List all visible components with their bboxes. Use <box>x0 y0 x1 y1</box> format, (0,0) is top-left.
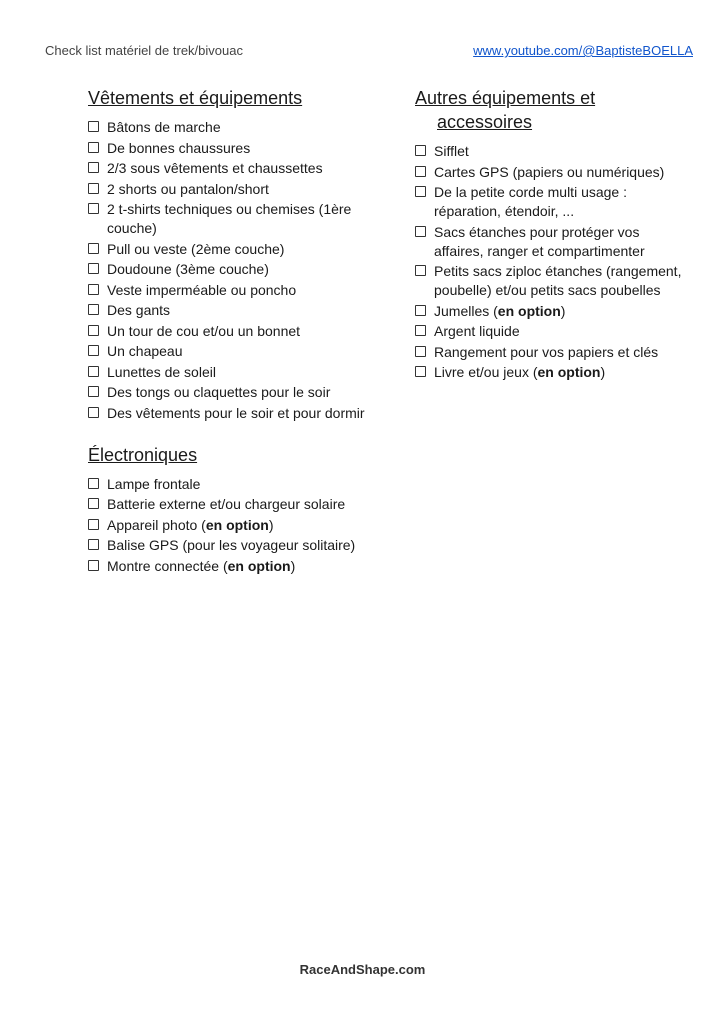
checklist-item-label: De bonnes chaussures <box>107 139 251 156</box>
checkbox[interactable] <box>415 265 426 276</box>
option-tag: en option <box>227 557 291 574</box>
checklist-item <box>415 262 685 300</box>
checkbox[interactable] <box>415 305 426 316</box>
checklist-item <box>88 363 378 382</box>
checklist-item-label: Des gants <box>107 302 171 318</box>
checklist-item <box>88 281 378 300</box>
section-title: Autres équipements et accessoires <box>415 88 596 132</box>
checkbox[interactable] <box>88 519 99 530</box>
checklist-item-label: Veste imperméable ou poncho <box>107 281 297 298</box>
checklist-item-label: Pull ou veste (2ème couche) <box>107 240 285 257</box>
checklist-item-label: Doudoune (3ème couche) <box>107 261 269 277</box>
checkbox[interactable] <box>88 203 99 214</box>
checklist-item <box>415 363 685 382</box>
footer-site-name: RaceAndShape.com <box>299 962 426 977</box>
checklist-item <box>415 322 685 341</box>
checkbox[interactable] <box>88 243 99 254</box>
checkbox[interactable] <box>415 145 426 156</box>
checkbox[interactable] <box>88 142 99 153</box>
checklist <box>88 475 378 576</box>
checklist-section <box>88 443 378 576</box>
checkbox[interactable] <box>415 366 426 377</box>
checklist-item <box>415 183 685 221</box>
checkbox[interactable] <box>415 325 426 336</box>
checklist-item <box>88 200 378 238</box>
checkbox[interactable] <box>88 325 99 336</box>
checklist-item <box>88 342 378 361</box>
section-title: Électroniques <box>88 444 198 465</box>
option-tag: en option <box>497 302 561 319</box>
checkbox[interactable] <box>88 345 99 356</box>
checklist-item-label: Lampe frontale <box>107 475 201 492</box>
checklist-item <box>88 536 378 555</box>
checklist-item-label: Sifflet <box>434 143 469 159</box>
checklist-item-label: Un tour de cou et/ou un bonnet <box>107 322 301 339</box>
checkbox[interactable] <box>415 346 426 357</box>
checkbox[interactable] <box>88 366 99 377</box>
checklist-item-label: Montre connectée (en option) <box>107 557 296 574</box>
option-tag: en option <box>205 516 269 533</box>
checklist-item <box>88 118 378 137</box>
checklist-item-label: Cartes GPS (papiers ou numériques) <box>434 163 665 180</box>
checklist-item-label: 2 shorts ou pantalon/short <box>107 180 269 197</box>
checklist-item-label: Sacs étanches pour protéger vos affaires, ranger et compartimenter <box>434 223 645 259</box>
checklist-item <box>88 495 378 514</box>
checklist-item <box>88 260 378 279</box>
checklist-item-label: Un chapeau <box>107 343 183 359</box>
option-tag: en option <box>537 364 601 380</box>
checkbox[interactable] <box>415 166 426 177</box>
checklist-item <box>88 240 378 259</box>
checklist-item <box>415 142 685 161</box>
checkbox[interactable] <box>88 478 99 489</box>
checkbox[interactable] <box>88 498 99 509</box>
checkbox[interactable] <box>88 284 99 295</box>
checklist-item <box>415 223 685 261</box>
checklist-item-label: Des vêtements pour le soir et pour dormir <box>107 404 365 421</box>
document-title: Check list matériel de trek/bivouac <box>45 43 243 58</box>
checklist-item <box>88 557 378 576</box>
checklist-item-label: Balise GPS (pour les voyageur solitaire) <box>107 537 356 553</box>
checkbox[interactable] <box>88 162 99 173</box>
checklist-item-label: 2 t-shirts techniques ou chemises (1ère couche) <box>107 201 352 236</box>
checklist-item-label: Batterie externe et/ou chargeur solaire <box>107 496 346 512</box>
checkbox[interactable] <box>88 304 99 315</box>
left-column <box>88 86 378 596</box>
checkbox[interactable] <box>415 186 426 197</box>
checkbox[interactable] <box>88 183 99 194</box>
checklist-item-label: Des tongs ou claquettes pour le soir <box>107 384 331 400</box>
checklist-item <box>88 301 378 320</box>
checklist-section <box>415 86 685 382</box>
checkbox[interactable] <box>88 407 99 418</box>
checkbox[interactable] <box>415 226 426 237</box>
checklist-item-label: Bâtons de marche <box>107 119 221 135</box>
checklist-item <box>88 475 378 494</box>
right-column <box>415 86 685 402</box>
checklist-item <box>88 322 378 341</box>
section-title: Vêtements et équipements <box>88 88 303 108</box>
checklist-item <box>415 302 685 321</box>
checkbox[interactable] <box>88 263 99 274</box>
checklist <box>88 118 378 423</box>
checklist <box>415 142 685 382</box>
checklist-item-label: Livre et/ou jeux (en option) <box>434 364 606 380</box>
checkbox[interactable] <box>88 560 99 571</box>
checklist-item-label: Petits sacs ziploc étanches (rangement, poubelle) et/ou petits sacs poubelles <box>434 263 682 298</box>
checkbox[interactable] <box>88 386 99 397</box>
checklist-item-label: 2/3 sous vêtements et chaussettes <box>107 160 323 176</box>
checklist-item-label: Lunettes de soleil <box>107 363 216 380</box>
checklist-item <box>88 139 378 158</box>
checklist-item <box>88 516 378 535</box>
checklist-item-label: Appareil photo (en option) <box>107 516 274 533</box>
checklist-item <box>88 159 378 178</box>
checklist-item-label: Rangement pour vos papiers et clés <box>434 343 659 360</box>
checklist-item <box>415 163 685 182</box>
youtube-link[interactable]: www.youtube.com/@BaptisteBOELLA <box>473 43 693 58</box>
checklist-item <box>415 343 685 362</box>
checklist-item-label: Argent liquide <box>434 323 520 339</box>
checklist-section <box>88 86 378 423</box>
checkbox[interactable] <box>88 121 99 132</box>
checklist-item <box>88 383 378 402</box>
checklist-item-label: Jumelles (en option) <box>434 302 566 319</box>
checkbox[interactable] <box>88 539 99 550</box>
checklist-item <box>88 180 378 199</box>
checklist-item <box>88 404 378 423</box>
checklist-item-label: De la petite corde multi usage : réparation, étendoir, ... <box>434 184 627 219</box>
